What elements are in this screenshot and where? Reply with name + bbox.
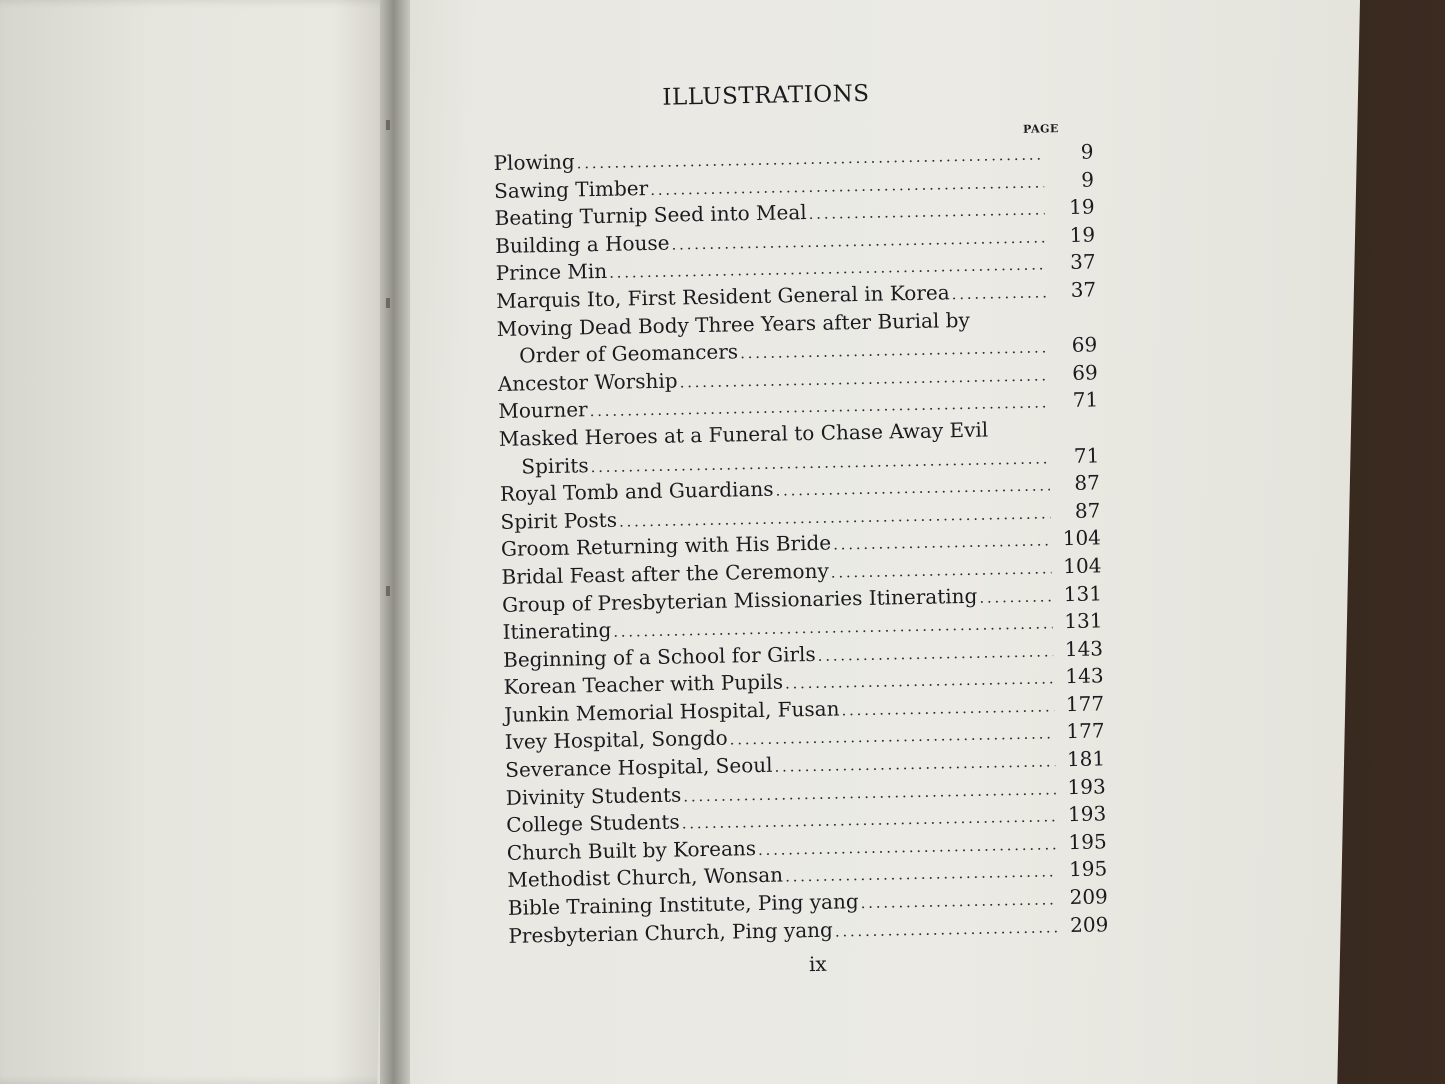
- entry-title: Spirit Posts: [500, 507, 618, 534]
- entry-title: Methodist Church, Wonsan: [507, 862, 784, 893]
- entry-title: Bridal Feast after the Ceremony: [501, 558, 830, 589]
- entry-title: Order of Geomancers: [519, 339, 739, 368]
- entry-page-number: 9: [1080, 139, 1094, 164]
- entry-title: Ivey Hospital, Songdo: [504, 726, 728, 755]
- entry-title: Plowing: [493, 149, 575, 175]
- entry-title: Korean Teacher with Pupils: [503, 669, 784, 700]
- dot-leader: [951, 279, 1046, 308]
- entry-page-number: 181: [1066, 746, 1106, 772]
- left-page: [0, 0, 392, 1084]
- entry-page-number: 19: [1069, 222, 1096, 247]
- entry-title: Group of Presbyterian Missionaries Itinerating: [501, 583, 978, 617]
- entry-title: Bible Training Institute, Ping yang: [507, 889, 859, 920]
- illustrations-list: [493, 138, 1108, 950]
- entry-title: Presbyterian Church, Ping yang: [508, 917, 834, 948]
- entry-page-number: 87: [1074, 498, 1101, 523]
- entry-title: Junkin Memorial Hospital, Fusan: [503, 696, 840, 727]
- entry-page-number: 193: [1067, 801, 1107, 827]
- entry-title: College Students: [506, 809, 680, 838]
- entry-title: Spirits: [521, 452, 589, 479]
- entry-title: Itinerating: [502, 617, 612, 644]
- page-title: ILLUSTRATIONS: [662, 80, 870, 111]
- illustrations-list-page: [492, 68, 1140, 1000]
- dot-leader: [833, 528, 1051, 560]
- entry-page-number: 195: [1068, 829, 1107, 854]
- dot-leader: [835, 914, 1059, 946]
- entry-page-number: 193: [1067, 774, 1106, 799]
- dot-leader: [860, 886, 1058, 917]
- page-number-folio: ix: [808, 951, 827, 977]
- entry-title: Church Built by Koreans: [506, 835, 757, 865]
- entry-page-number: 69: [1072, 360, 1098, 385]
- entry-page-number: 195: [1068, 856, 1108, 882]
- entry-page-number: 104: [1063, 553, 1102, 579]
- entry-title: Mourner: [498, 397, 588, 424]
- entry-title: Sawing Timber: [493, 175, 649, 203]
- entry-title: Royal Tomb and Guardians: [499, 476, 774, 507]
- binding-thread-mark: [386, 586, 390, 596]
- entry-title: Beginning of a School for Girls: [502, 641, 816, 672]
- entry-title: Prince Min: [495, 259, 608, 286]
- entry-page-number: 131: [1063, 580, 1103, 606]
- entry-page-number: 37: [1070, 277, 1097, 302]
- entry-title: Marquis Ito, First Resident General in Korea: [496, 280, 950, 313]
- entry-page-number: 37: [1069, 249, 1096, 275]
- entry-title: Ancestor Worship: [497, 368, 678, 396]
- entry-page-number: 209: [1069, 911, 1109, 937]
- entry-page-number: 177: [1065, 691, 1105, 716]
- entry-page-number: 87: [1074, 470, 1101, 496]
- entry-page-number: 71: [1073, 442, 1100, 468]
- dot-leader: [979, 583, 1052, 612]
- entry-page-number: 104: [1062, 525, 1102, 551]
- entry-title: Masked Heroes at a Funeral to Chase Away Evil: [498, 417, 989, 451]
- entry-page-number: 143: [1064, 636, 1104, 661]
- book-gutter: [380, 0, 410, 1084]
- entry-page-number: 177: [1066, 718, 1105, 744]
- entry-title: Moving Dead Body Three Years after Burial by: [496, 307, 970, 341]
- entry-title: Beating Turnip Seed into Meal: [494, 200, 807, 231]
- binding-thread-mark: [386, 298, 390, 308]
- entry-page-number: 9: [1081, 167, 1095, 192]
- entry-page-number: 131: [1064, 608, 1103, 634]
- entry-page-number: 69: [1071, 332, 1098, 358]
- binding-thread-mark: [386, 120, 390, 130]
- entry-page-number: 71: [1072, 387, 1099, 413]
- entry-title: Divinity Students: [505, 782, 682, 810]
- entry-title: Building a House: [494, 230, 670, 258]
- page-column-header: PAGE: [1022, 122, 1059, 136]
- entry-page-number: 209: [1069, 884, 1109, 910]
- entry-page-number: 19: [1068, 194, 1095, 220]
- entry-page-number: 143: [1065, 663, 1104, 689]
- entry-title: Groom Returning with His Bride: [500, 530, 832, 562]
- dot-leader: [841, 693, 1054, 725]
- entry-title: Severance Hospital, Seoul: [505, 752, 773, 782]
